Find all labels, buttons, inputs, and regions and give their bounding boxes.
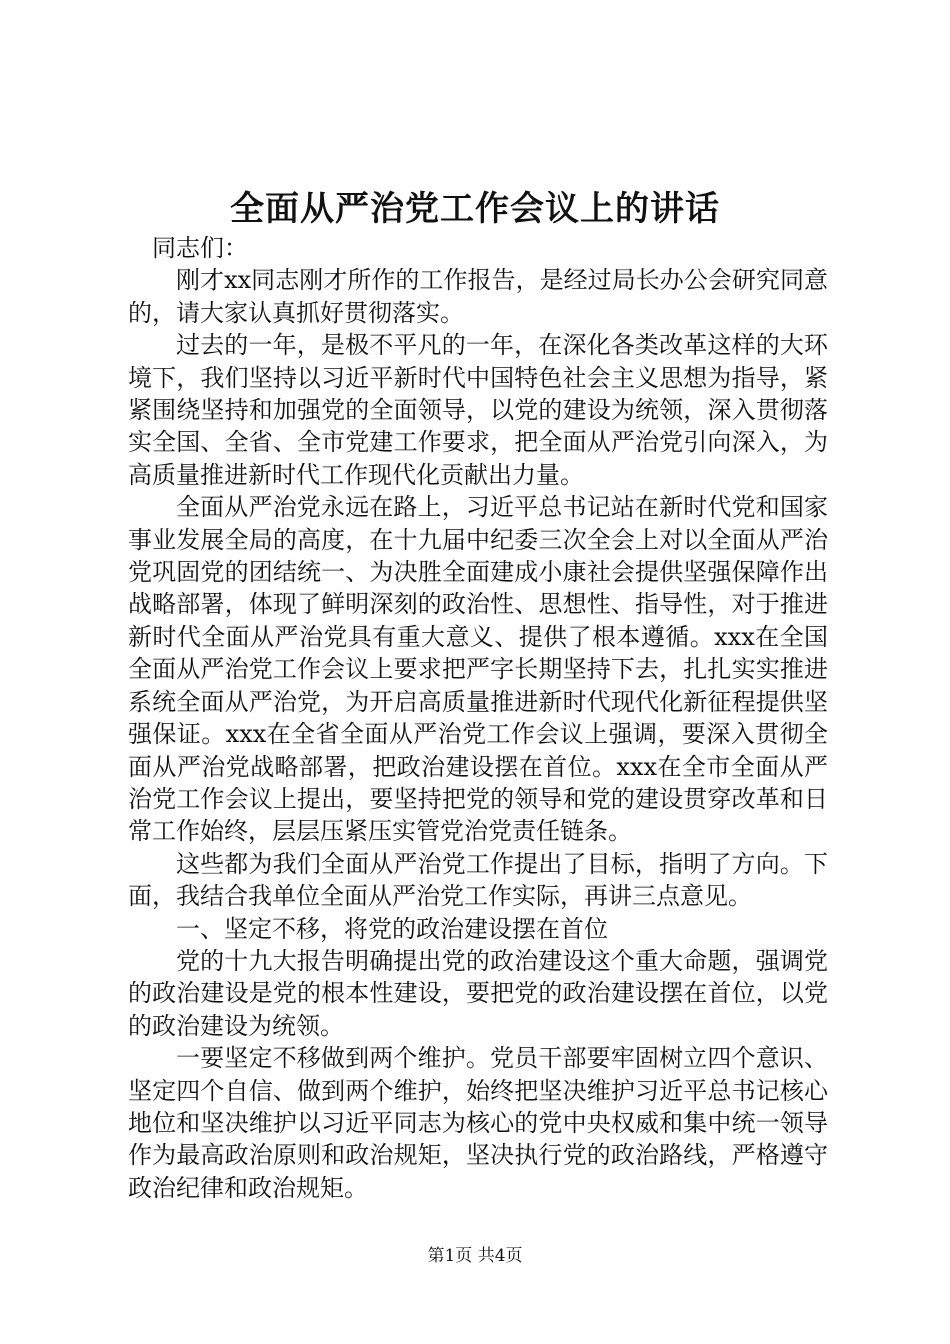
- document-body: [128, 232, 828, 1204]
- page-footer: 第1页 共4页: [427, 1246, 523, 1266]
- paragraph: 过去的一年，是极不平凡的一年，在深化各类改革这样的大环境下，我们坚持以习近平新时代中国特色社会主义思想为指导，紧紧围绕坚持和加强党的全面领导，以党的建设为统领，深入贯彻落实全国、全省、全市党建工作要求，把全面从严治党引向深入，为高质量推进新时代工作现代化贡献出力量。: [128, 331, 828, 489]
- paragraph: 一要坚定不移做到两个维护。党员干部要牢固树立四个意识、坚定四个自信、做到两个维护，始终把坚决维护习近平总书记核心地位和坚决维护以习近平同志为核心的党中央权威和集中统一领导作为最高政治原则和政治规矩，坚决执行党的政治路线，严格遵守政治纪律和政治规矩。: [128, 1044, 828, 1202]
- paragraph: 党的十九大报告明确提出党的政治建设这个重大命题，强调党的政治建设是党的根本性建设，要把党的政治建设摆在首位，以党的政治建设为统领。: [128, 946, 828, 1040]
- paragraph: 这些都为我们全面从严治党工作提出了目标，指明了方向。下面，我结合我单位全面从严治党工作实际，再讲三点意见。: [128, 849, 828, 911]
- salutation: 同志们：: [152, 234, 248, 262]
- paragraph: 刚才xx同志刚才所作的工作报告，是经过局长办公会研究同意的，请大家认真抓好贯彻落实。: [128, 266, 828, 327]
- page-title: 全面从严治党工作会议上的讲话: [230, 189, 720, 229]
- paragraph: 全面从严治党永远在路上，习近平总书记站在新时代党和国家事业发展全局的高度，在十九届中纪委三次全会上对以全面从严治党巩固党的团结统一、为决胜全面建成小康社会提供坚强保障作出战略部署，体现了鲜明深刻的政治性、思想性、指导性，对于推进新时代全面从严治党具有重大意义、提供了根本遵循。xxx在全国全面从严治党工作会议上要求把严字长期坚持下去，扎扎实实推进系统全面从严治党，为开启高质量推进新时代现代化新征程提供坚强保证。xxx在全省全面从严治党工作会议上强调，要深入贯彻全面从严治党战略部署，把政治建设摆在首位。xxx在全市全面从严治党工作会议上提出，要坚持把党的领导和党的建设贯穿改革和日常工作始终，层层压紧压实管党治党责任链条。: [128, 493, 828, 846]
- section-heading: 一、坚定不移，将党的政治建设摆在首位: [176, 914, 608, 943]
